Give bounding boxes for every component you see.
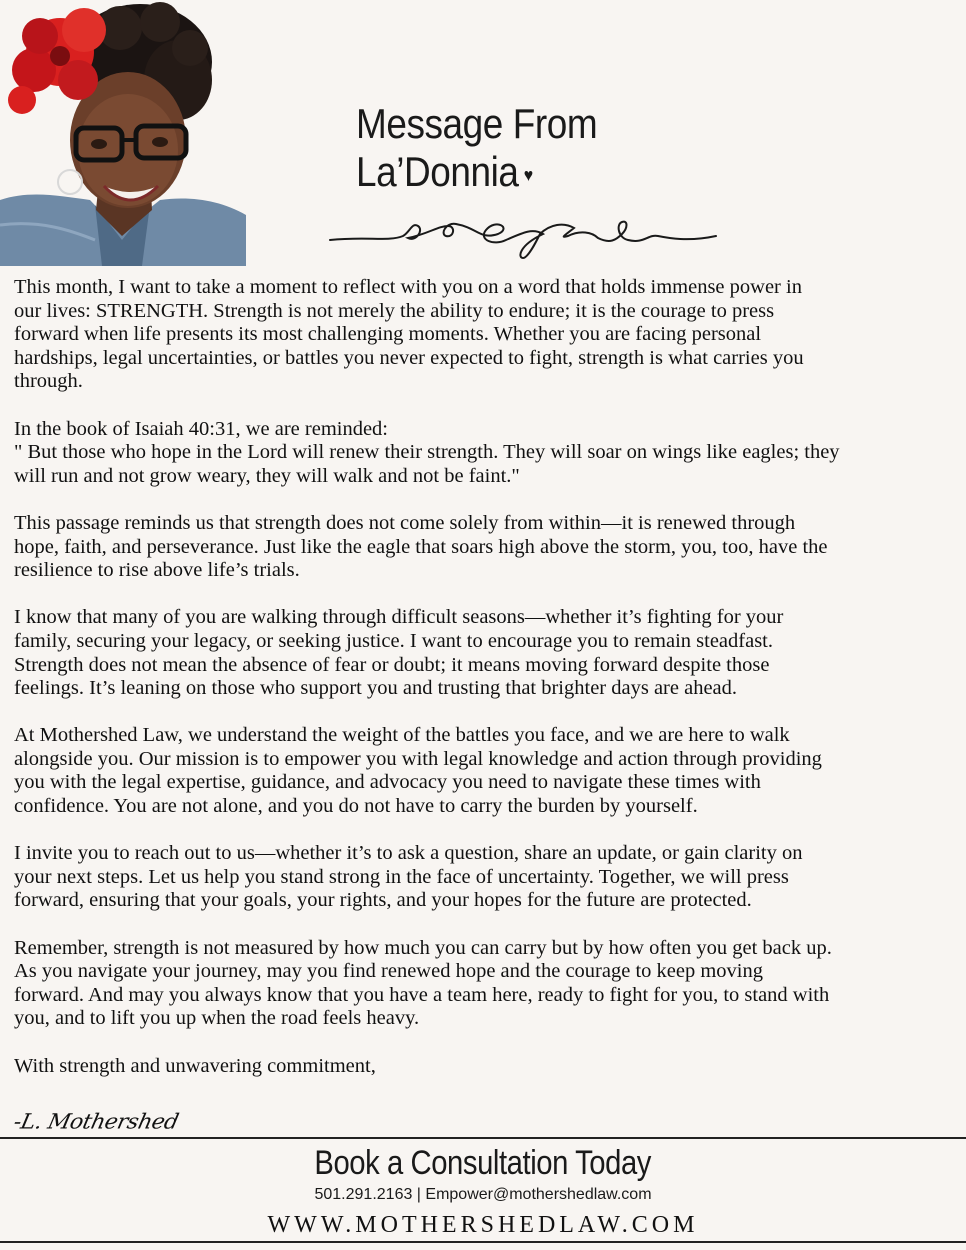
heart-icon: ♥ [523,164,533,185]
letter-line: This passage reminds us that strength does not come solely from within—it is renewed through [14,511,796,534]
letter-paragraph [14,937,954,1031]
letter-line: through. [14,370,83,393]
letter-line: will run and not grow weary, they will walk and not be faint." [14,464,520,487]
letter-paragraph [14,276,954,394]
letter-paragraph [14,1055,954,1079]
footer-website-link[interactable]: WWW.MOTHERSHEDLAW.COM [267,1212,699,1238]
signature: -L. Mothershed [11,1110,181,1135]
letter-line: family, securing your legacy, or seeking justice. I want to encourage you to remain steadfast. [14,629,774,652]
letter-paragraph [14,606,954,700]
letter-line: In the book of Isaiah 40:31, we are reminded: [14,417,389,440]
letter-body [14,276,954,1102]
footer-title [0,1141,966,1185]
footer-contact: 501.291.2163 | Empower@mothershedlaw.com [314,1186,652,1203]
message-title [356,100,756,199]
decorative-flourish-icon [328,212,718,262]
letter-line: At Mothershed Law, we understand the weight of the battles you face, and we are here to walk [14,724,790,747]
letter-line: resilience to rise above life’s trials. [14,559,300,582]
letter-paragraph [14,512,954,583]
letter-line: forward. And may you always know that you have a team here, ready to fight for you, to stand with [14,983,830,1006]
footer-title-text: Book a Consultation Today [314,1144,652,1182]
letter-line: hope, faith, and perseverance. Just like the eagle that soars high above the storm, you, too, have the [14,535,828,558]
letter-line: our lives: STRENGTH. Strength is not merely the ability to endure; it is the courage to press [14,299,775,322]
letter-line: you, and to lift you up when the road feels heavy. [14,1007,420,1030]
footer-divider-top [0,1137,966,1139]
title-name: La’Donnia [356,148,519,195]
letter-line: feelings. It’s leaning on those who support you and trusting that brighter days are ahead. [14,677,738,700]
portrait-photo [0,0,246,266]
title-line-1: Message From [356,100,598,147]
letter-line: " But those who hope in the Lord will renew their strength. They will soar on wings like eagles; they [14,441,840,464]
letter-paragraph [14,418,954,489]
footer-divider-bottom [0,1241,966,1243]
letter-line: This month, I want to take a moment to reflect with you on a word that holds immense power in [14,276,802,298]
letter-paragraph [14,724,954,818]
letter-line: hardships, legal uncertainties, or battles you never expected to fight, strength is what carries you [14,346,804,369]
letter-line: confidence. You are not alone, and you do not have to carry the burden by yourself. [14,795,698,818]
letter-line: forward, ensuring that your goals, your rights, and your hopes for the future are protected. [14,889,752,912]
letter-line: As you navigate your journey, may you find renewed hope and the courage to keep moving [14,960,763,983]
letter-line: your next steps. Let us help you stand strong in the face of uncertainty. Together, we will press [14,865,789,888]
letter-line: alongside you. Our mission is to empower you with legal knowledge and action through providing [14,747,822,770]
letter-line: With strength and unwavering commitment, [14,1054,376,1077]
title-line-2 [356,148,708,199]
letter-line: I know that many of you are walking through difficult seasons—whether it’s fighting for your [14,606,784,629]
letter-line: I invite you to reach out to us—whether it’s to ask a question, share an update, or gain clarity on [14,842,803,865]
letter-line: Strength does not mean the absence of fear or doubt; it means moving forward despite those [14,653,770,676]
letter-line: you with the legal expertise, guidance, and advocacy you need to navigate these times with [14,771,761,794]
letter-line: forward when life presents its most challenging moments. Whether you are facing personal [14,323,762,346]
letter-paragraph [14,842,954,913]
letter-line: Remember, strength is not measured by how much you can carry but by how often you get back up. [14,936,832,959]
